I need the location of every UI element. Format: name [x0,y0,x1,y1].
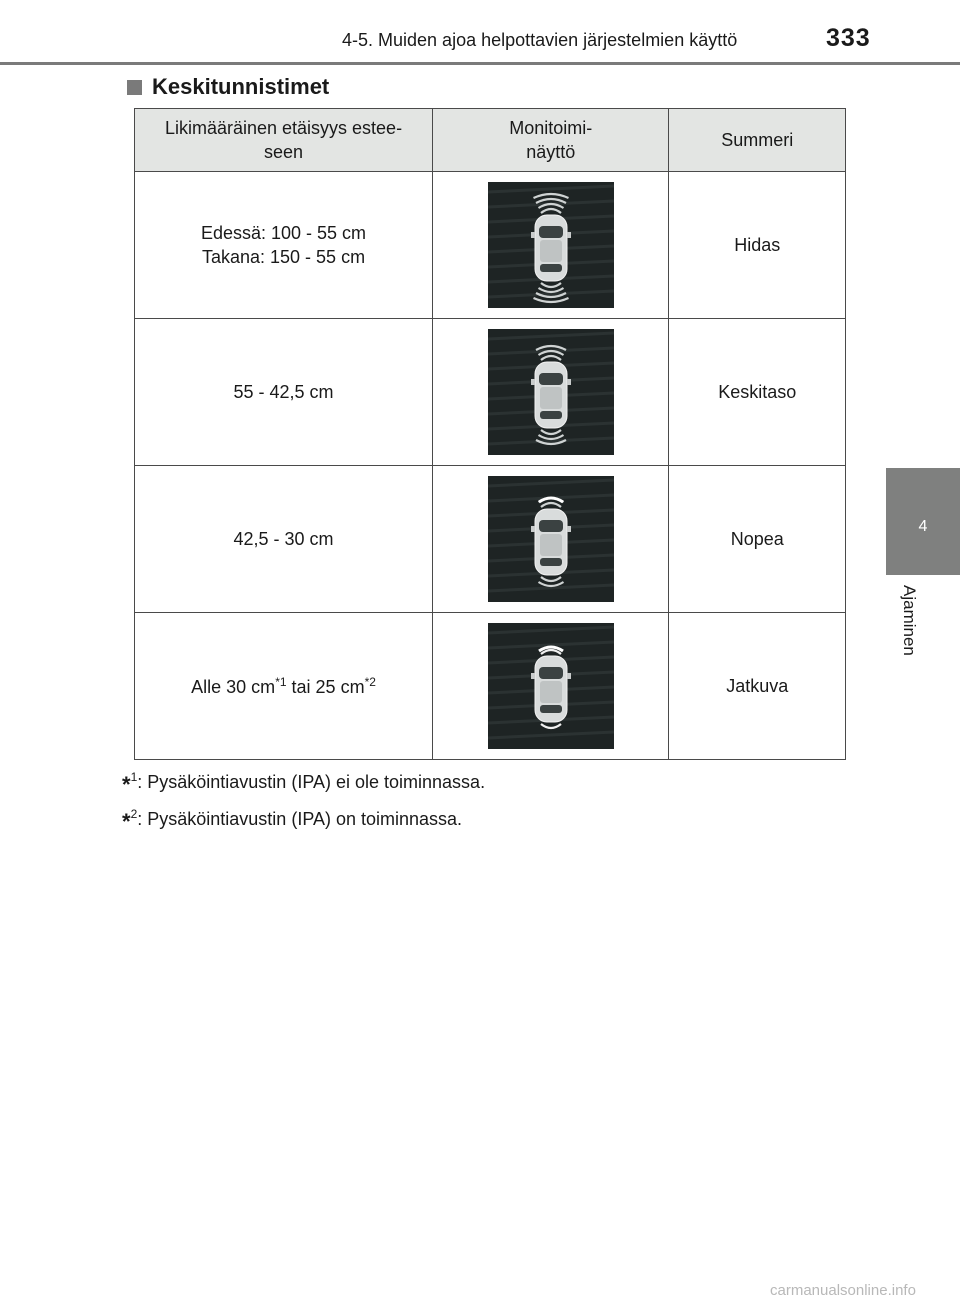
header-distance: Likimääräinen etäisyys estee- seen [135,109,433,172]
table-row [135,319,846,466]
section-heading [127,74,329,100]
table-header-row [135,109,846,172]
display-cell [433,319,669,466]
section-heading-text: Keskitunnistimet [152,74,330,99]
buzzer-cell: Keskitaso [669,319,846,466]
footnote-1: *$^1$: Pysäköintiavustin (IPA) ei ole toiminnassa. [122,770,486,797]
parking-sensor-display-icon [488,182,614,308]
distance-cell: Edessä: 100 - 55 cm Takana: 150 - 55 cm [135,172,433,319]
parking-sensor-display-icon [488,476,614,602]
buzzer-cell: Hidas [669,172,846,319]
page-number: 333 [826,24,871,52]
header-divider [0,62,960,65]
footnote-ref: *2 [364,674,376,689]
parking-sensor-display-icon [488,623,614,749]
footnote-ref: *1 [275,674,287,689]
header-display: Monitoimi- näyttö [433,109,669,172]
table-row [135,466,846,613]
header-buzzer: Summeri [669,109,846,172]
chapter-label: Ajaminen [900,585,919,656]
chapter-tab [886,468,960,575]
parking-sensor-display-icon [488,329,614,455]
watermark: carmanualsonline.info [770,1282,916,1299]
display-cell [433,172,669,319]
running-header-title: 4-5. Muiden ajoa helpottavien järjestelmien käyttö [342,30,738,50]
sensor-table [134,108,846,760]
distance-cell: Alle 30 $cm^{*1}$ tai 25 $cm^{*2}$ [135,613,433,760]
table-row [135,613,846,760]
buzzer-cell: Jatkuva [669,613,846,760]
square-bullet-icon [127,80,142,95]
chapter-tab-number: 4 [918,518,928,535]
distance-cell: 42,5 - 30 cm [135,466,433,613]
distance-cell: 55 - 42,5 cm [135,319,433,466]
display-cell [433,613,669,760]
buzzer-cell: Nopea [669,466,846,613]
footnote-2: *$^2$: Pysäköintiavustin (IPA) on toiminnassa. [122,807,463,834]
display-cell [433,466,669,613]
table-row [135,172,846,319]
